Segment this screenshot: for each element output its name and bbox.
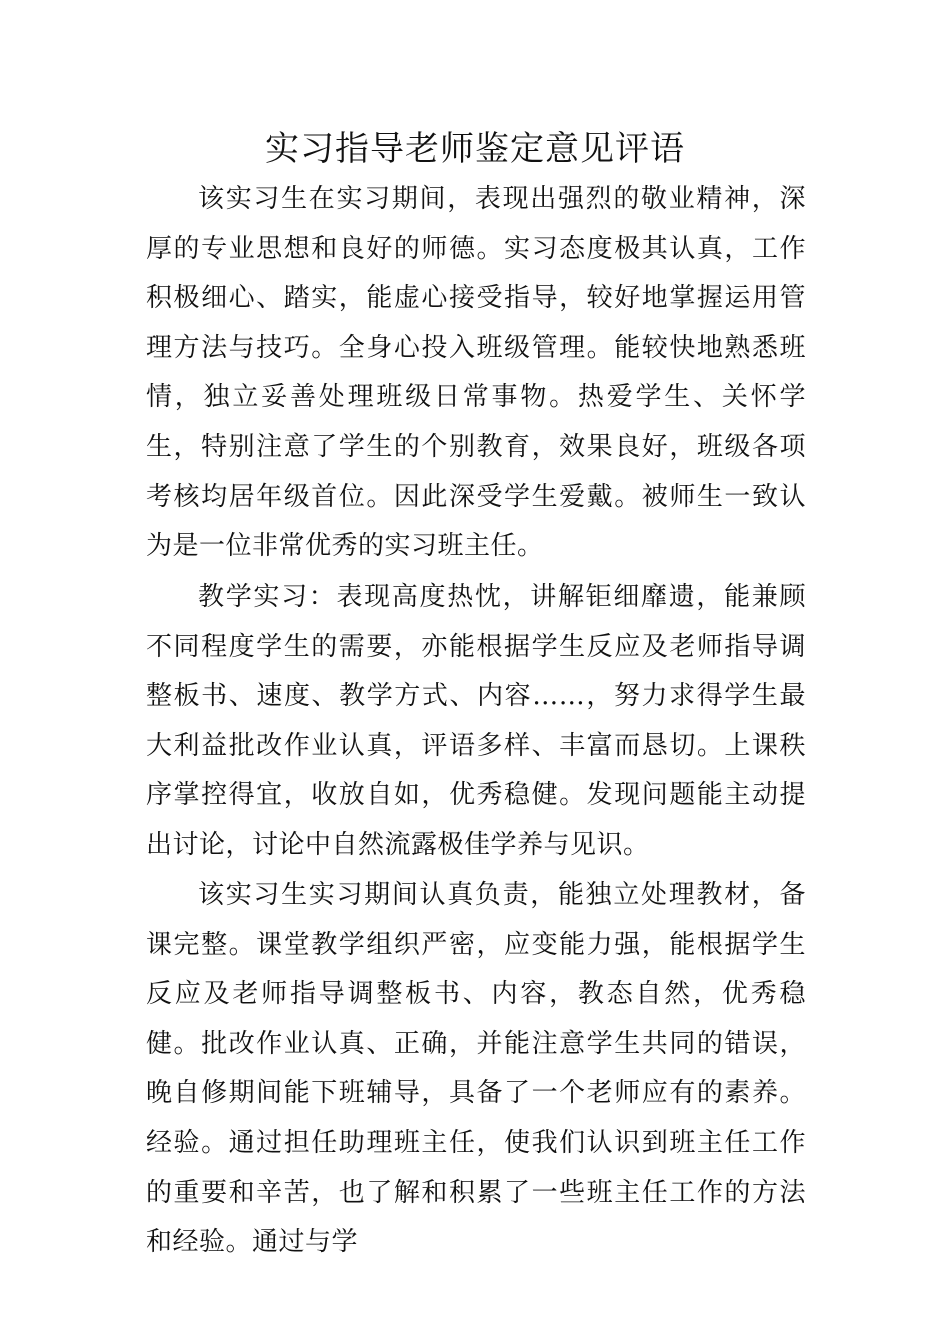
paragraph-supervision — [146, 175, 806, 572]
paragraph-text: 教学实习：表现高度热忱，讲解钜细靡遗，能兼顾不同程度学生的需要，亦能根据学生反应及老师指导调整板书、速度、教学方式、内容……，努力求得学生最大利益批改作业认真，评语多样、丰富而恳切。上课秩序掌控得宜，收放自如，优秀稳健。发现问题能主动提出讨论，讨论中自然流露极佳学养与见识。 — [146, 582, 806, 860]
paragraph-teaching — [146, 573, 806, 871]
document-title: 实习指导老师鉴定意见评语 — [265, 129, 685, 169]
paragraph-evaluation — [146, 871, 806, 1268]
paragraph-text: 该实习生实习期间认真负责，能独立处理教材，备课完整。课堂教学组织严密，应变能力强，能根据学生反应及老师指导调整板书、内容，教态自然，优秀稳健。批改作业认真、正确，并能注意学生共同的错误，晚自修期间能下班辅导，具备了一个老师应有的素养。经验。通过担任助理班主任，使我们认识到班主任工作的重要和辛苦，也了解和积累了一些班主任工作的方法和经验。通过与学 — [146, 880, 806, 1258]
paragraph-text: 该实习生在实习期间，表现出强烈的敬业精神，深厚的专业思想和良好的师德。实习态度极其认真，工作积极细心、踏实，能虚心接受指导，较好地掌握运用管理方法与技巧。全身心投入班级管理。能较快地熟悉班情，独立妥善处理班级日常事物。热爱学生、关怀学生，特别注意了学生的个别教育，效果良好，班级各项考核均居年级首位。因此深受学生爱戴。被师生一致认为是一位非常优秀的实习班主任。 — [146, 184, 806, 562]
